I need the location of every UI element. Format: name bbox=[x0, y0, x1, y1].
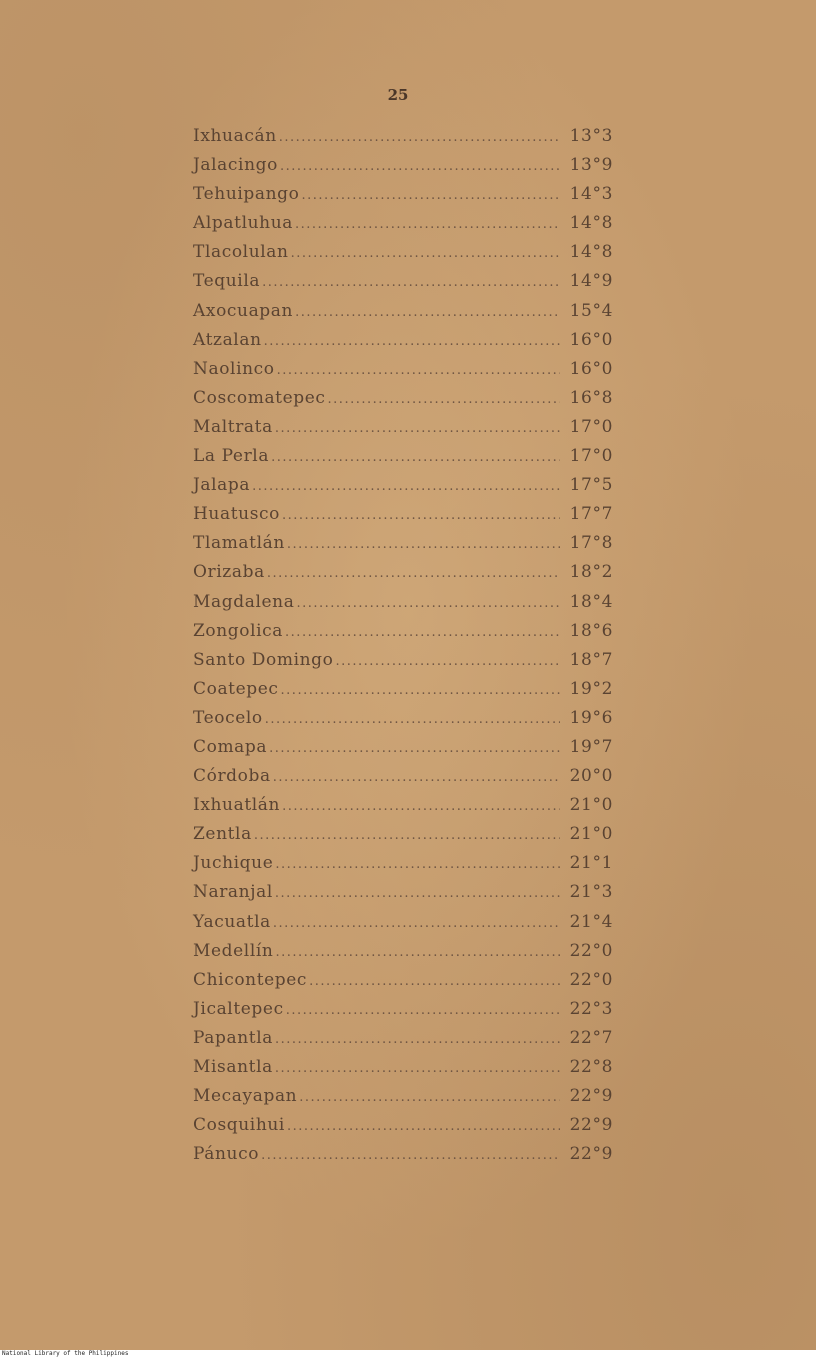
entry-value: 18°2 bbox=[569, 562, 613, 583]
entry-name: Coatepec bbox=[193, 678, 279, 699]
dot-leader bbox=[275, 1054, 560, 1083]
list-item bbox=[193, 1024, 613, 1053]
entry-name: La Perla bbox=[193, 446, 270, 467]
entry-name: Misantla bbox=[193, 1057, 273, 1077]
list-item bbox=[193, 820, 613, 849]
entry-name: Medellín bbox=[193, 940, 274, 961]
entry-name: Huatusco bbox=[193, 504, 280, 525]
dot-leader bbox=[336, 647, 561, 676]
entry-name: Magdalena bbox=[193, 591, 295, 612]
entry-value: 16°8 bbox=[569, 387, 613, 408]
dot-leader bbox=[282, 792, 560, 821]
list-item bbox=[193, 1140, 613, 1169]
entry-name: Tlacolulan bbox=[193, 242, 289, 263]
entry-value: 22°0 bbox=[569, 969, 613, 990]
dot-leader bbox=[252, 472, 560, 501]
entry-name: Chicontepec bbox=[193, 969, 308, 990]
entry-value: 13°9 bbox=[569, 155, 613, 176]
entry-value: 19°7 bbox=[569, 736, 613, 757]
dot-leader bbox=[264, 327, 560, 356]
entry-value: 19°6 bbox=[569, 707, 613, 728]
entry-value: 16°0 bbox=[569, 329, 613, 350]
list-item bbox=[193, 471, 613, 500]
entry-name: Pánuco bbox=[193, 1144, 260, 1165]
entry-name: Naolinco bbox=[193, 358, 275, 379]
list-item bbox=[193, 413, 613, 442]
entry-name: Jalacingo bbox=[193, 155, 278, 176]
dot-leader bbox=[287, 530, 560, 559]
dot-leader bbox=[267, 559, 560, 588]
list-item bbox=[193, 1053, 613, 1082]
dot-leader bbox=[295, 210, 560, 239]
entry-name: Juchique bbox=[193, 853, 274, 874]
entry-value: 21°0 bbox=[569, 795, 613, 816]
dot-leader bbox=[265, 705, 560, 734]
entry-name: Teocelo bbox=[193, 707, 263, 728]
entry-value: 22°9 bbox=[569, 1115, 613, 1136]
list-item bbox=[193, 122, 613, 151]
dot-leader bbox=[282, 501, 560, 530]
dot-leader bbox=[271, 443, 560, 472]
list-item bbox=[193, 355, 613, 384]
entry-value: 19°2 bbox=[569, 678, 613, 699]
dot-leader bbox=[277, 356, 560, 385]
list-item bbox=[193, 646, 613, 675]
list-item bbox=[193, 1082, 613, 1111]
list-item bbox=[193, 995, 613, 1024]
dot-leader bbox=[261, 1141, 560, 1170]
entry-name: Axocuapan bbox=[193, 300, 294, 321]
entry-name: Tequila bbox=[193, 271, 261, 292]
temperature-list bbox=[193, 122, 613, 1169]
entry-name: Jicaltepec bbox=[193, 998, 284, 1019]
list-item bbox=[193, 908, 613, 937]
entry-name: Coscomatepec bbox=[193, 387, 326, 408]
list-item bbox=[193, 500, 613, 529]
entry-name: Jalapa bbox=[193, 475, 251, 496]
entry-value: 21°0 bbox=[569, 824, 613, 845]
entry-value: 21°4 bbox=[569, 911, 613, 932]
entry-name: Tlamatlán bbox=[193, 533, 285, 554]
dot-leader bbox=[275, 938, 560, 967]
entry-name: Atzalan bbox=[193, 329, 262, 350]
entry-value: 22°8 bbox=[569, 1057, 613, 1077]
entry-value: 21°1 bbox=[569, 853, 613, 874]
dot-leader bbox=[302, 181, 561, 210]
list-item bbox=[193, 937, 613, 966]
dot-leader bbox=[273, 763, 560, 792]
entry-value: 22°0 bbox=[569, 940, 613, 961]
dot-leader bbox=[254, 821, 560, 850]
list-item bbox=[193, 762, 613, 791]
dot-leader bbox=[262, 268, 560, 297]
list-item bbox=[193, 849, 613, 878]
entry-name: Córdoba bbox=[193, 766, 271, 787]
dot-leader bbox=[309, 967, 560, 996]
dot-leader bbox=[328, 385, 560, 414]
entry-name: Comapa bbox=[193, 736, 268, 757]
list-item bbox=[193, 529, 613, 558]
entry-name: Mecayapan bbox=[193, 1086, 298, 1107]
entry-value: 22°3 bbox=[569, 998, 613, 1019]
list-item bbox=[193, 675, 613, 704]
dot-leader bbox=[286, 996, 560, 1025]
entry-value: 14°8 bbox=[569, 213, 613, 234]
dot-leader bbox=[295, 298, 560, 327]
dot-leader bbox=[299, 1083, 560, 1112]
list-item bbox=[193, 791, 613, 820]
dot-leader bbox=[281, 676, 560, 705]
entry-value: 22°9 bbox=[569, 1086, 613, 1107]
entry-value: 14°3 bbox=[569, 184, 613, 205]
entry-value: 17°0 bbox=[569, 416, 613, 437]
entry-name: Papantla bbox=[193, 1027, 273, 1048]
dot-leader bbox=[273, 909, 560, 938]
dot-leader bbox=[279, 123, 560, 152]
entry-value: 15°4 bbox=[569, 300, 613, 321]
list-item bbox=[193, 297, 613, 326]
entry-name: Zongolica bbox=[193, 620, 284, 641]
dot-leader bbox=[269, 734, 560, 763]
dot-leader bbox=[275, 850, 560, 879]
entry-name: Yacuatla bbox=[193, 911, 271, 932]
entry-name: Ixhuacán bbox=[193, 126, 277, 146]
entry-value: 17°7 bbox=[569, 504, 613, 525]
entry-value: 17°8 bbox=[569, 533, 613, 554]
entry-value: 18°4 bbox=[569, 591, 613, 612]
entry-name: Ixhuatlán bbox=[193, 795, 281, 816]
list-item bbox=[193, 326, 613, 355]
list-item bbox=[193, 558, 613, 587]
dot-leader bbox=[280, 152, 560, 181]
entry-name: Tehuipango bbox=[193, 184, 300, 205]
list-item bbox=[193, 1111, 613, 1140]
list-item bbox=[193, 966, 613, 995]
list-item bbox=[193, 704, 613, 733]
list-item bbox=[193, 151, 613, 180]
entry-name: Zentla bbox=[193, 824, 252, 845]
entry-value: 20°0 bbox=[569, 766, 613, 787]
list-item bbox=[193, 442, 613, 471]
entry-name: Maltrata bbox=[193, 416, 273, 437]
entry-value: 16°0 bbox=[569, 358, 613, 379]
dot-leader bbox=[291, 239, 560, 268]
list-item bbox=[193, 238, 613, 267]
dot-leader bbox=[285, 618, 560, 647]
list-item bbox=[193, 267, 613, 296]
entry-value: 22°7 bbox=[569, 1027, 613, 1048]
dot-leader bbox=[275, 1025, 560, 1054]
dot-leader bbox=[275, 414, 560, 443]
dot-leader bbox=[287, 1112, 560, 1141]
entry-name: Naranjal bbox=[193, 882, 273, 903]
entry-value: 17°0 bbox=[569, 446, 613, 467]
entry-value: 17°5 bbox=[569, 475, 613, 496]
page-number: 25 bbox=[387, 86, 409, 104]
entry-name: Orizaba bbox=[193, 562, 265, 583]
list-item bbox=[193, 617, 613, 646]
dot-leader bbox=[275, 879, 560, 908]
footer-credit: National Library of the Philippines bbox=[0, 1350, 816, 1358]
entry-name: Cosquihui bbox=[193, 1115, 285, 1136]
list-item bbox=[193, 733, 613, 762]
entry-value: 22°9 bbox=[569, 1144, 613, 1165]
entry-value: 13°3 bbox=[569, 126, 613, 146]
entry-value: 14°9 bbox=[569, 271, 613, 292]
entry-value: 21°3 bbox=[569, 882, 613, 903]
list-item bbox=[193, 384, 613, 413]
list-item bbox=[193, 588, 613, 617]
list-item bbox=[193, 209, 613, 238]
entry-name: Alpatluhua bbox=[193, 213, 293, 234]
entry-value: 18°7 bbox=[569, 649, 613, 670]
entry-name: Santo Domingo bbox=[193, 649, 334, 670]
dot-leader bbox=[296, 589, 560, 618]
entry-value: 14°8 bbox=[569, 242, 613, 263]
list-item bbox=[193, 878, 613, 907]
list-item bbox=[193, 180, 613, 209]
entry-value: 18°6 bbox=[569, 620, 613, 641]
